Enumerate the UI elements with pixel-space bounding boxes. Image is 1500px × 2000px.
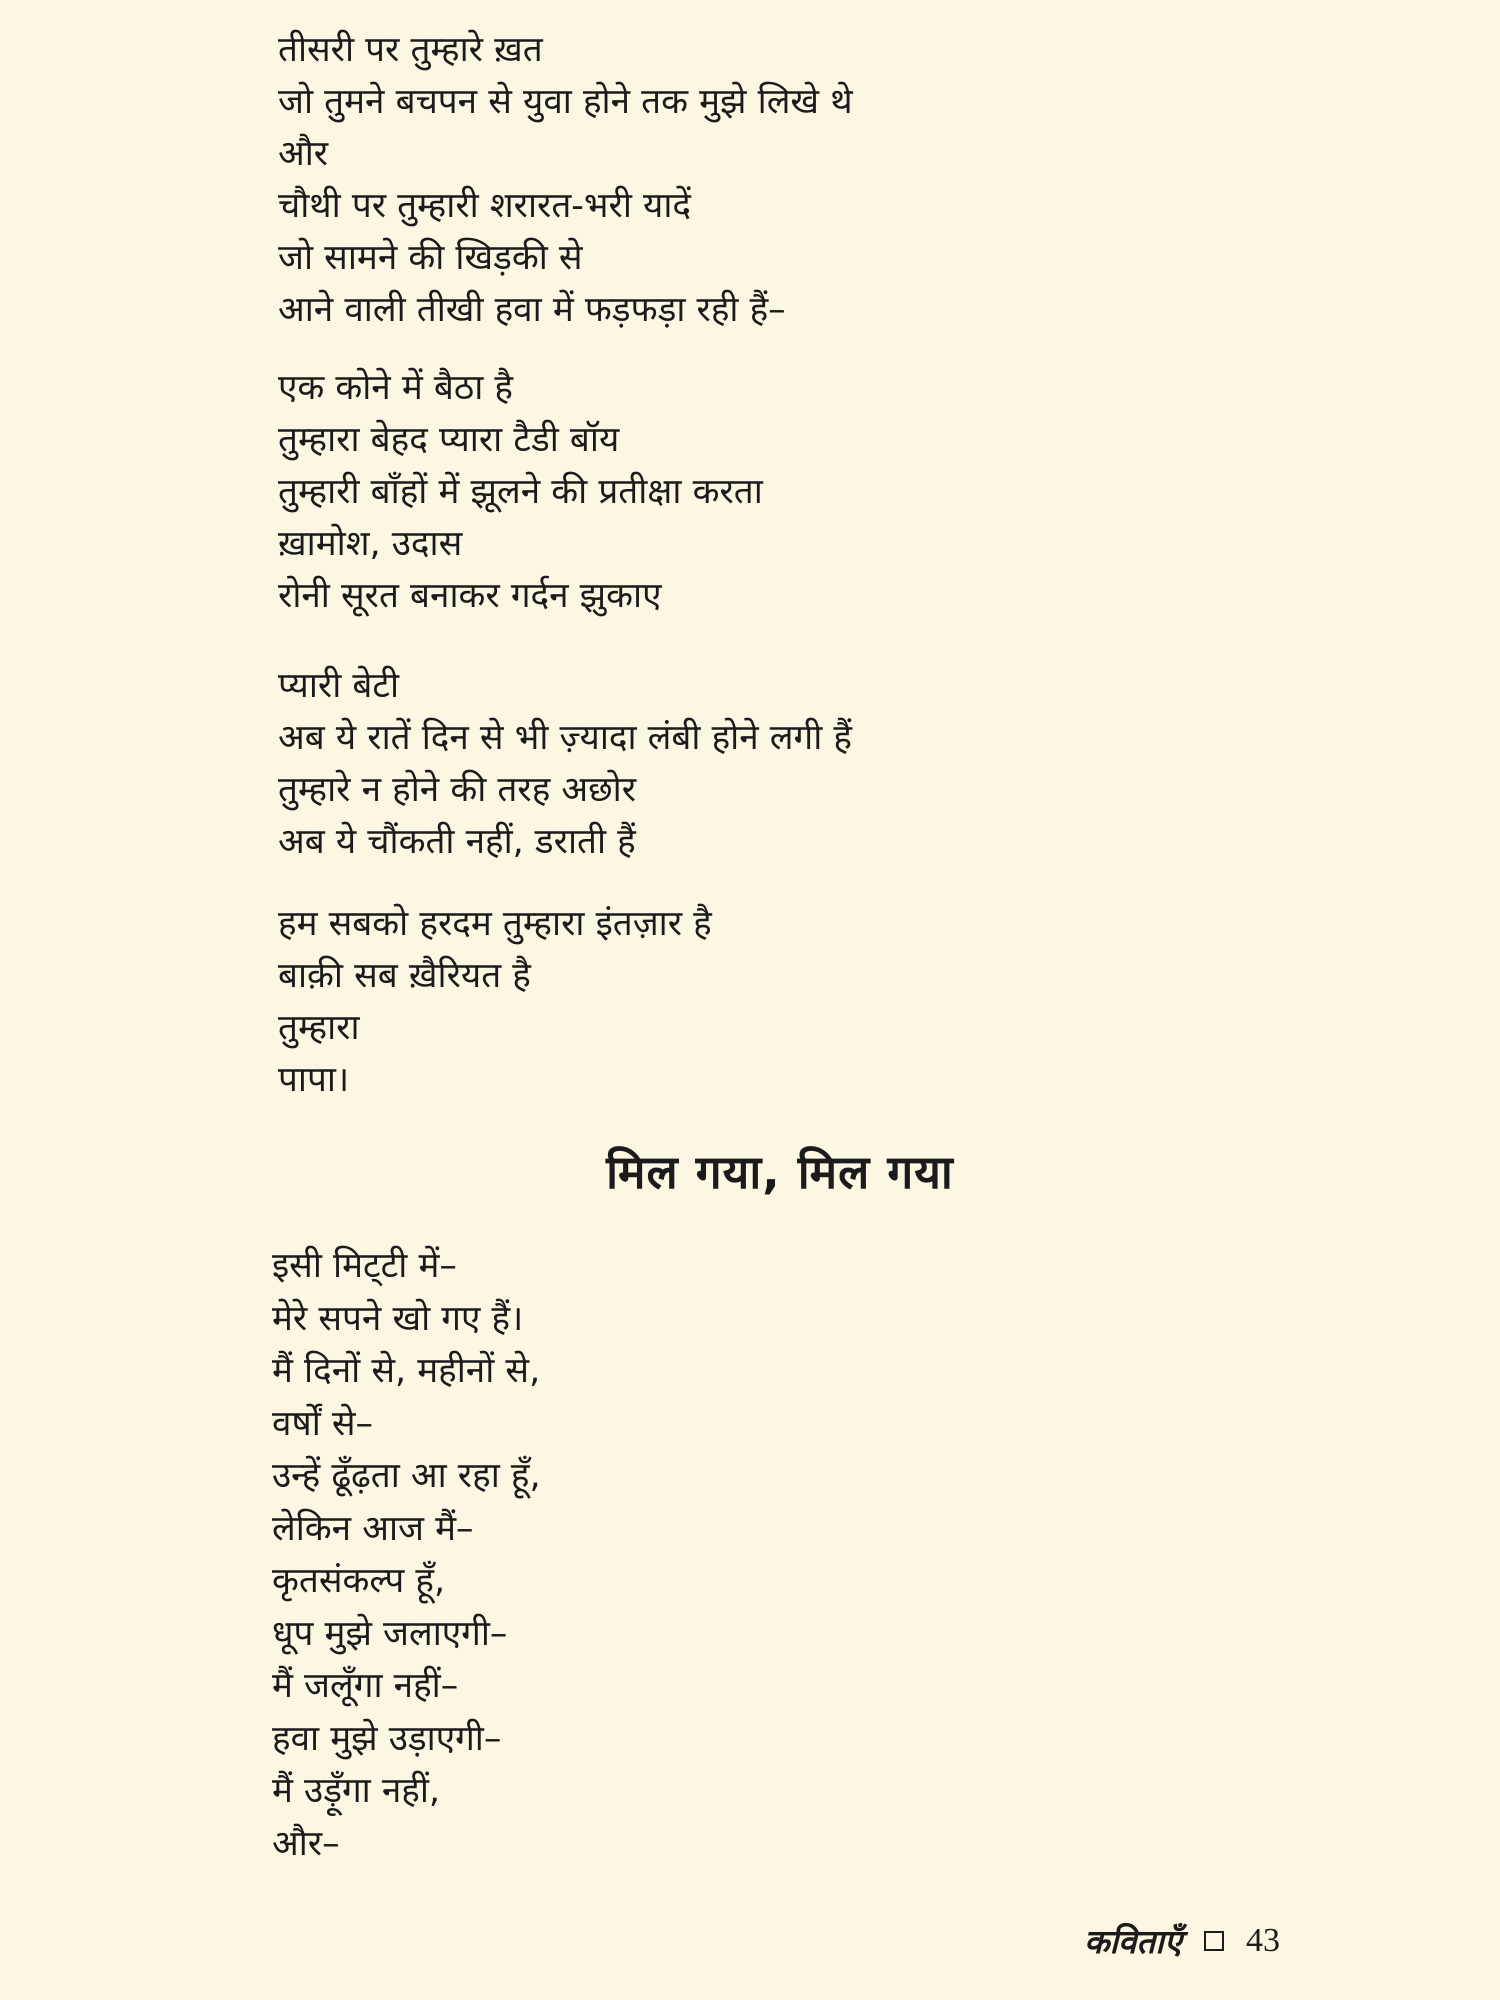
poem-line: मैं जलूँगा नहीं– <box>272 1666 459 1706</box>
poem-line: पापा। <box>278 1060 350 1100</box>
poem-line: आने वाली तीखी हवा में फड़फड़ा रही हैं– <box>278 290 786 330</box>
poem-line: उन्हें ढूँढ़ता आ रहा हूँ, <box>272 1456 541 1496</box>
poem-line: मैं दिनों से, महीनों से, <box>272 1351 541 1391</box>
poem-line: धूप मुझे जलाएगी– <box>272 1613 508 1654</box>
poem-line: हम सबको हरदम तुम्हारा इंतज़ार है <box>278 904 712 944</box>
poem-line: मैं उड़ूँगा नहीं, <box>272 1771 441 1811</box>
poem-line: और– <box>272 1823 340 1864</box>
poem-line: रोनी सूरत बनाकर गर्दन झुकाए <box>278 576 662 616</box>
page-footer <box>1084 1918 1280 1963</box>
reverse-side-bleed-through <box>1050 20 1470 1900</box>
page-number: 43 <box>1246 1921 1280 1959</box>
poem-stanza-2 <box>278 362 763 622</box>
poem-stanza-4 <box>278 898 712 1106</box>
poem-line: चौथी पर तुम्हारी शरारत-भरी यादें <box>278 186 691 226</box>
poem-stanza-3 <box>278 660 852 868</box>
poem-line: तीसरी पर तुम्हारे ख़त <box>278 30 543 70</box>
poem-2-body <box>272 1240 541 1870</box>
poem-line: अब ये रातें दिन से भी ज़्यादा लंबी होने लगी हैं <box>278 718 852 758</box>
poem-line: तुम्हारा <box>278 1008 360 1048</box>
poem-line: इसी मिट्‌टी में– <box>272 1246 457 1286</box>
poem-line: कृतसंकल्प हूँ, <box>272 1561 446 1601</box>
poem-line: बाक़ी सब ख़ैरियत है <box>278 956 531 996</box>
poem-line: प्यारी बेटी <box>278 666 400 706</box>
poem-line: जो सामने की खिड़की से <box>278 238 583 278</box>
square-bullet-icon <box>1204 1931 1224 1951</box>
poem-stanza-1 <box>278 24 853 336</box>
poem-line: लेकिन आज मैं– <box>272 1508 474 1549</box>
poem-line: हवा मुझे उड़ाएगी– <box>272 1718 502 1759</box>
poem-line: जो तुमने बचपन से युवा होने तक मुझे लिखे थे <box>278 82 853 122</box>
poem-line: तुम्हारा बेहद प्यारा टैडी बॉय <box>278 420 620 460</box>
section-name: कविताएँ <box>1084 1922 1182 1961</box>
poem-line: मेरे सपने खो गए हैं। <box>272 1298 524 1339</box>
poem-line: और <box>278 134 329 174</box>
poem-title: मिल गया, मिल गया <box>606 1145 954 1199</box>
poem-line: तुम्हारे न होने की तरह अछोर <box>278 770 637 810</box>
poem-line: अब ये चौंकती नहीं, डराती हैं <box>278 822 636 862</box>
poem-line: एक कोने में बैठा है <box>278 368 514 408</box>
poem-line: वर्षों से– <box>272 1403 374 1444</box>
poem-line: तुम्हारी बाँहों में झूलने की प्रतीक्षा करता <box>278 472 763 512</box>
poem-line: ख़ामोश, उदास <box>278 524 463 564</box>
